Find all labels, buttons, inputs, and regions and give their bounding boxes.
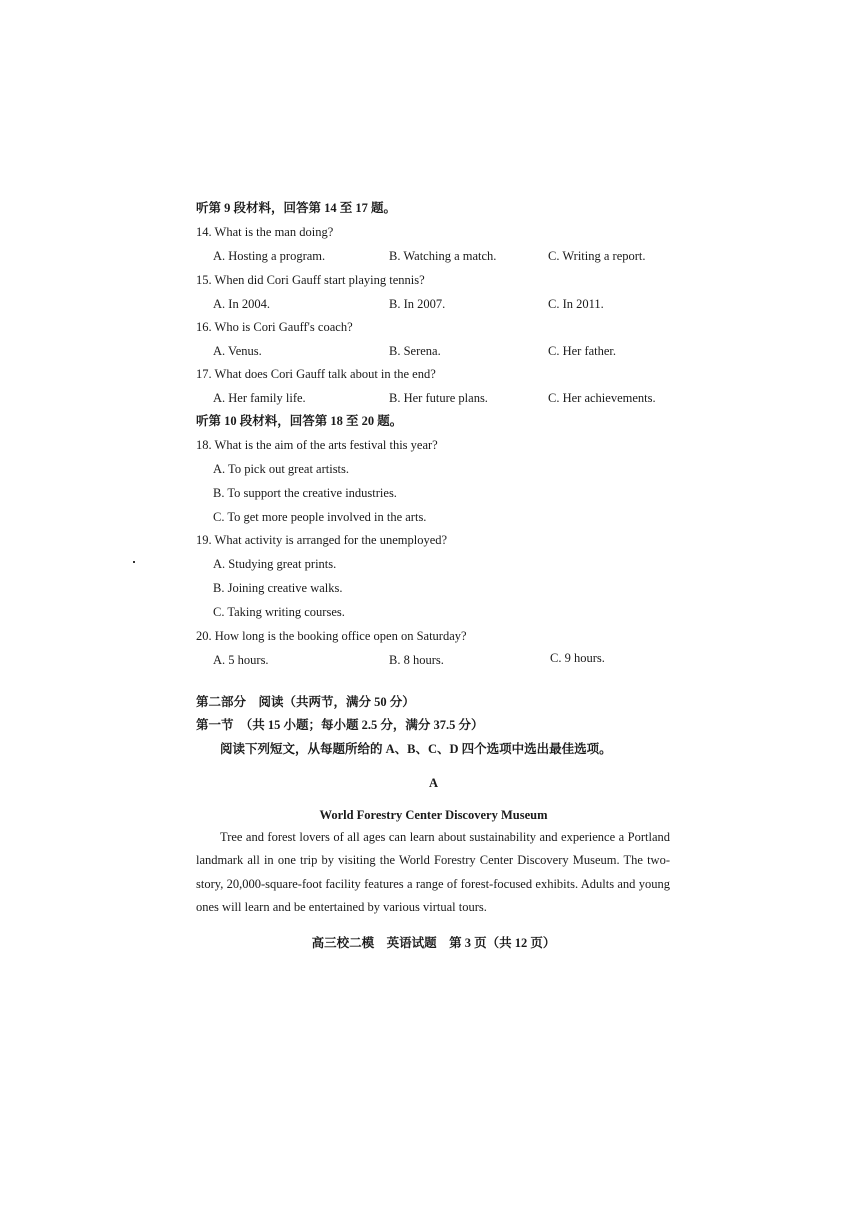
passage-letter: A xyxy=(428,776,439,790)
question-15-option-c: C. In 2011. xyxy=(548,297,604,311)
question-14-stem: 14. What is the man doing? xyxy=(196,225,334,239)
question-19-option-a: A. Studying great prints. xyxy=(213,557,337,571)
section-1-title: 第一节 （共 15 小题；每小题 2.5 分，满分 37.5 分） xyxy=(196,718,484,732)
question-14-option-c: C. Writing a report. xyxy=(548,249,646,263)
question-17-option-a: A. Her family life. xyxy=(213,391,306,405)
question-16-option-b: B. Serena. xyxy=(389,344,441,358)
question-19-stem: 19. What activity is arranged for the unemployed? xyxy=(196,533,448,547)
question-17-option-c: C. Her achievements. xyxy=(548,391,656,405)
question-20-option-c: C. 9 hours. xyxy=(550,651,605,665)
question-17-option-b: B. Her future plans. xyxy=(389,391,488,405)
question-19-option-c: C. Taking writing courses. xyxy=(213,605,345,619)
question-15-option-b: B. In 2007. xyxy=(389,297,446,311)
section-intro-9: 听第 9 段材料，回答第 14 至 17 题。 xyxy=(196,201,397,215)
question-17-stem: 17. What does Cori Gauff talk about in the end? xyxy=(196,367,436,381)
question-15-stem: 15. When did Cori Gauff start playing tennis? xyxy=(196,273,425,287)
question-14-option-a: A. Hosting a program. xyxy=(213,249,326,263)
scan-speck xyxy=(133,561,135,563)
question-20-stem: 20. How long is the booking office open on Saturday? xyxy=(196,629,467,643)
passage-title: World Forestry Center Discovery Museum xyxy=(319,808,548,822)
question-18-option-b: B. To support the creative industries. xyxy=(213,486,397,500)
question-14-option-b: B. Watching a match. xyxy=(389,249,497,263)
question-18-option-a: A. To pick out great artists. xyxy=(213,462,350,476)
question-16-option-a: A. Venus. xyxy=(213,344,262,358)
reading-instruction: 阅读下列短文，从每题所给的 A、B、C、D 四个选项中选出最佳选项。 xyxy=(220,742,612,756)
page-footer: 高三校二模 英语试题 第 3 页（共 12 页） xyxy=(311,936,556,950)
question-15-option-a: A. In 2004. xyxy=(213,297,270,311)
question-18-option-c: C. To get more people involved in the arts. xyxy=(213,510,427,524)
question-20-option-b: B. 8 hours. xyxy=(389,653,444,667)
section-intro-10: 听第 10 段材料，回答第 18 至 20 题。 xyxy=(196,414,403,428)
part-2-title: 第二部分 阅读（共两节，满分 50 分） xyxy=(196,695,415,709)
question-20-option-a: A. 5 hours. xyxy=(213,653,269,667)
passage-paragraph: Tree and forest lovers of all ages can learn about sustainability and experience a Portland landmark all in one trip by visiting the World Forestry Center Discovery Museum. The two-story, 20,000-square-foot facility features a range of forest-focused exhibits. Adults and young ones will learn and be entertained by various virtual tours. xyxy=(196,830,670,914)
question-16-stem: 16. Who is Cori Gauff's coach? xyxy=(196,320,353,334)
question-16-option-c: C. Her father. xyxy=(548,344,617,358)
question-19-option-b: B. Joining creative walks. xyxy=(213,581,343,595)
question-18-stem: 18. What is the aim of the arts festival this year? xyxy=(196,438,438,452)
